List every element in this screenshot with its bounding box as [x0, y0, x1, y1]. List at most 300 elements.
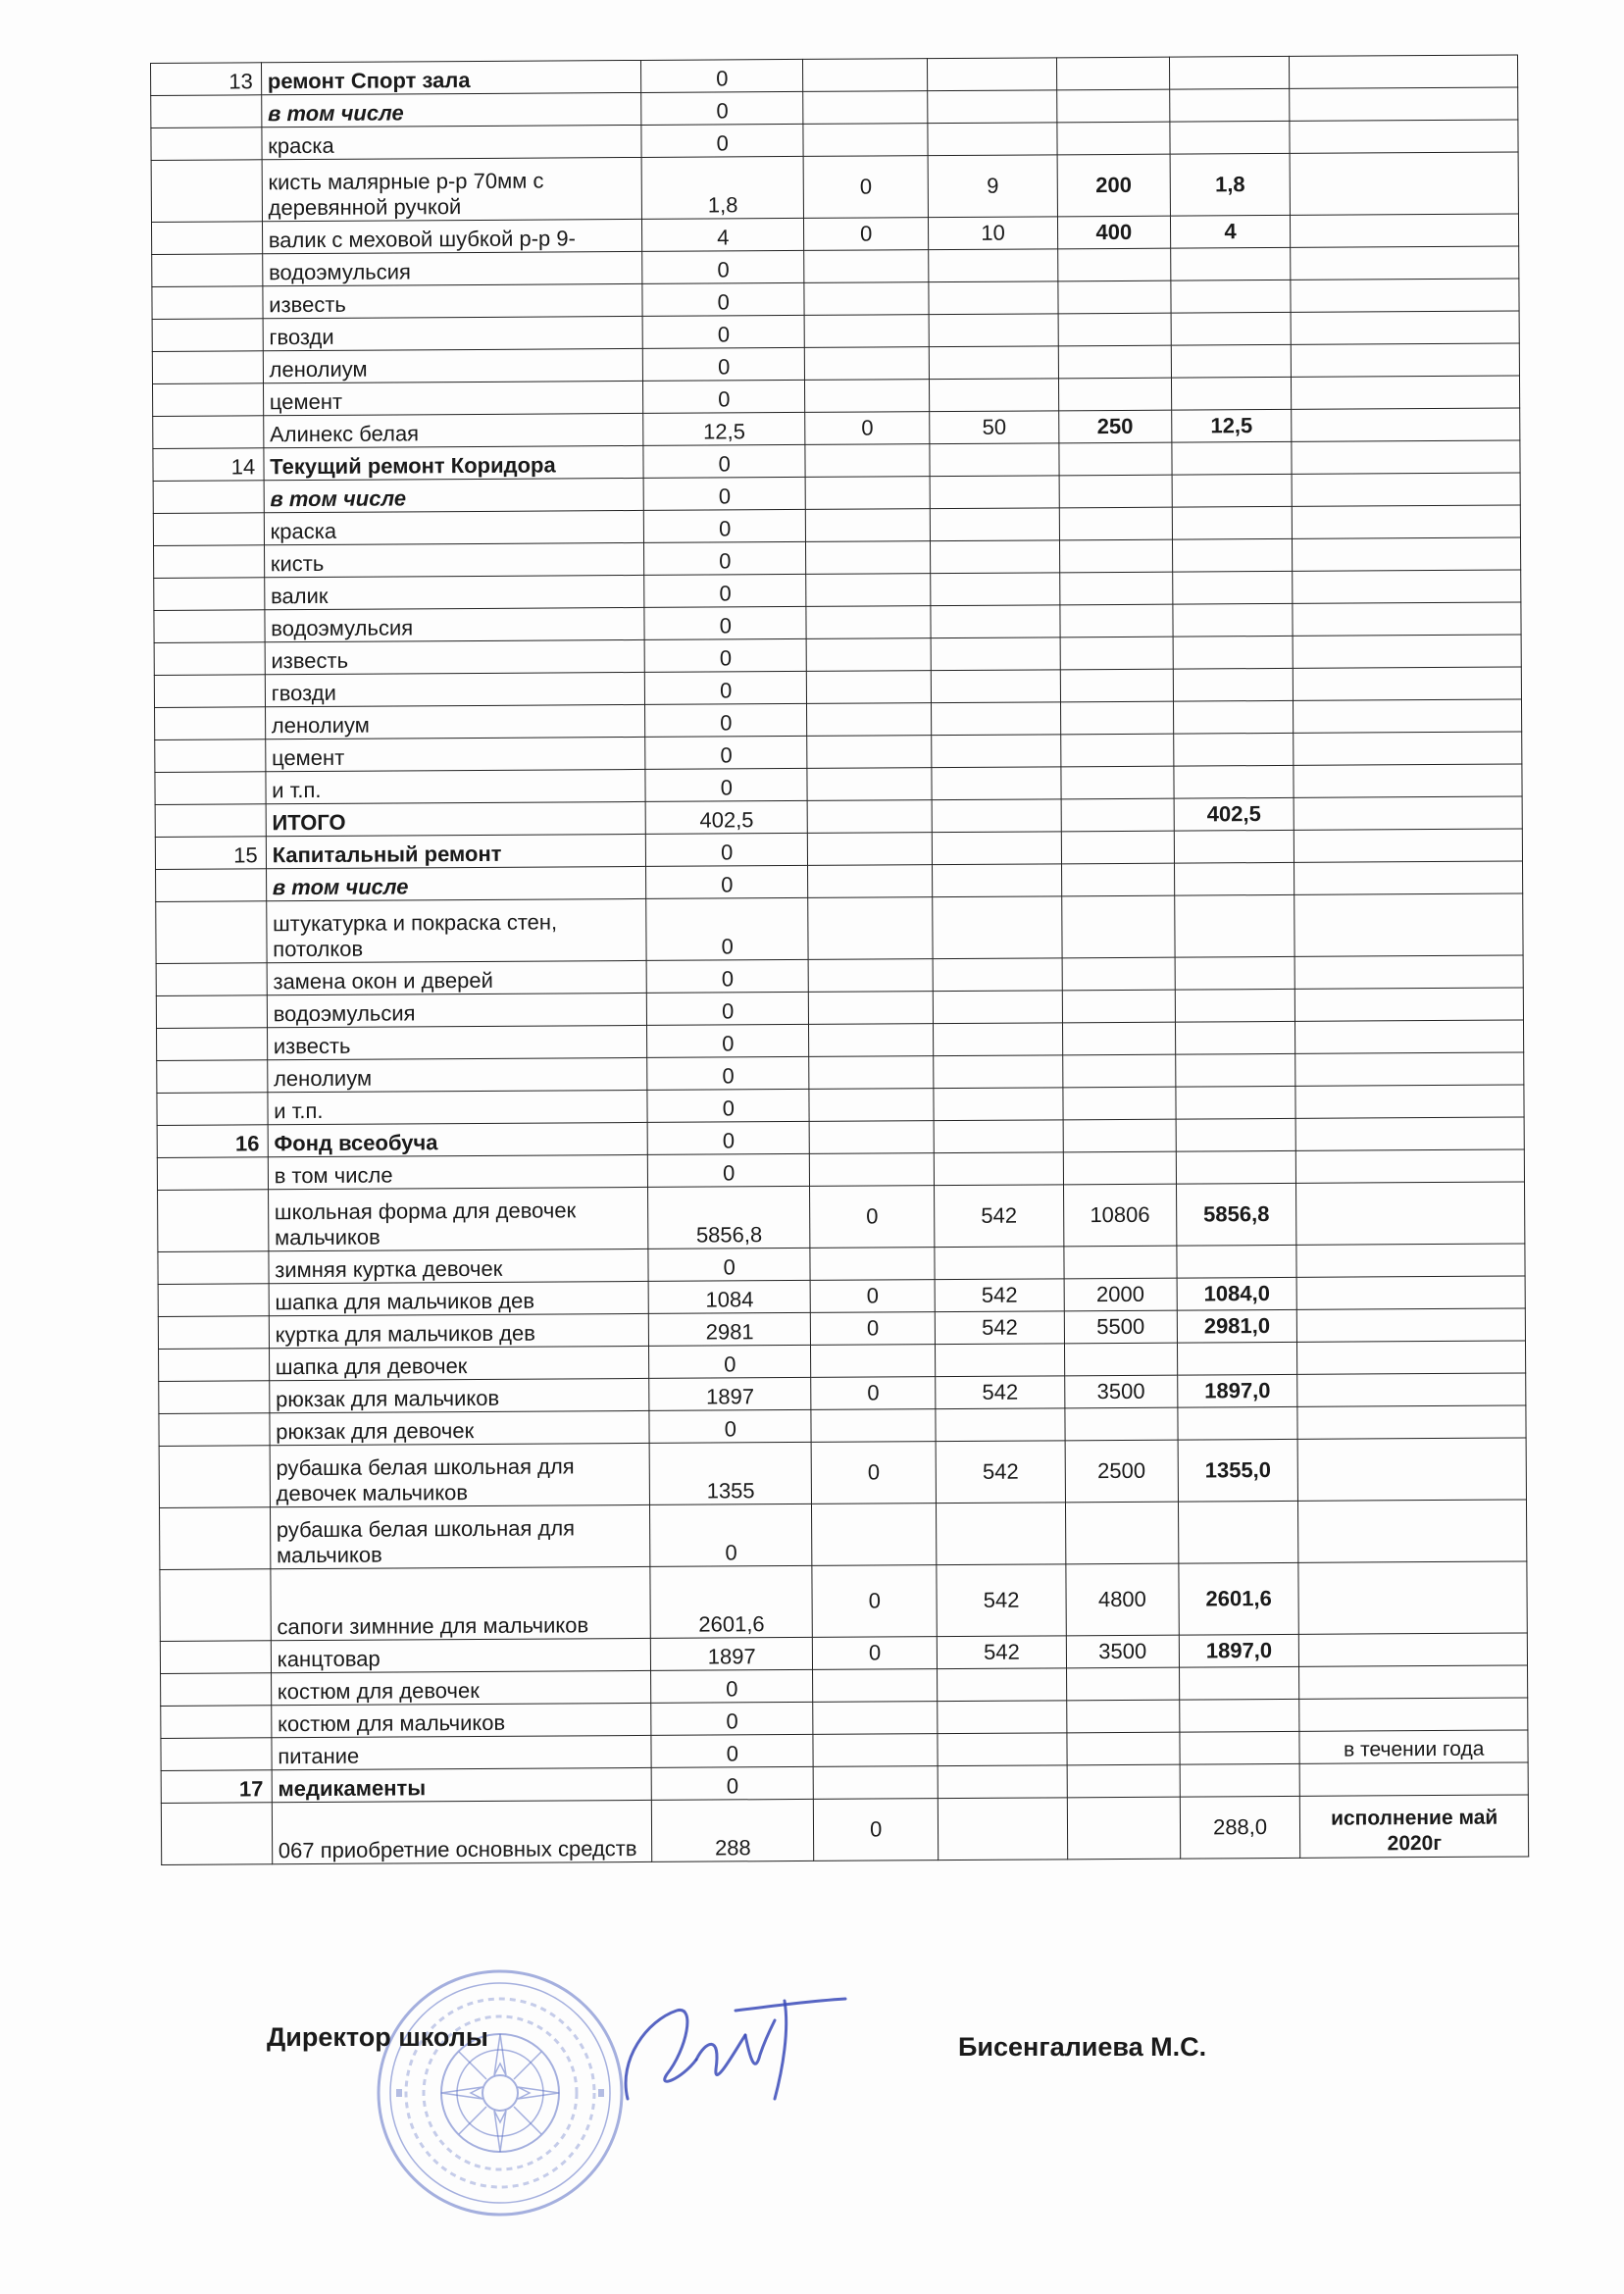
value-cell-4: 0 — [810, 1186, 935, 1249]
value-cell-6 — [1061, 831, 1174, 864]
amount-cell: 0 — [647, 1089, 809, 1122]
value-cell-4 — [813, 1766, 938, 1800]
value-cell-7: 1084,0 — [1177, 1277, 1297, 1310]
value-cell-4 — [807, 671, 932, 704]
value-cell-7 — [1176, 1150, 1296, 1184]
value-cell-7 — [1173, 733, 1294, 766]
official-seal — [373, 1965, 628, 2220]
value-cell-4: 0 — [803, 156, 928, 219]
row-number-cell — [155, 772, 266, 805]
note-cell — [1291, 246, 1519, 280]
item-name-cell: Капитальный ремонт — [266, 834, 646, 868]
amount-cell: 1355 — [649, 1442, 811, 1504]
value-cell-7 — [1172, 538, 1293, 572]
value-cell-4 — [807, 736, 932, 769]
amount-cell: 0 — [651, 1766, 813, 1800]
value-cell-6: 10806 — [1063, 1184, 1176, 1247]
amount-cell: 0 — [643, 380, 805, 413]
item-name-cell: школьная форма для девочек мальчиков — [268, 1187, 648, 1250]
note-cell — [1294, 699, 1522, 733]
note-cell — [1298, 1561, 1527, 1634]
note-cell — [1295, 988, 1524, 1021]
amount-cell: 0 — [647, 1121, 809, 1154]
value-cell-4: 0 — [811, 1377, 936, 1410]
note-cell — [1294, 732, 1522, 765]
row-number-cell — [151, 222, 262, 255]
value-cell-5 — [932, 767, 1061, 800]
note-cell — [1297, 1341, 1526, 1374]
item-name-cell: ленолиум — [267, 1057, 647, 1092]
value-cell-6 — [1060, 701, 1173, 735]
item-name-cell: рубашка белая школьная для девочек мальчиков — [270, 1443, 650, 1506]
value-cell-6 — [1063, 1087, 1176, 1120]
value-cell-7 — [1172, 506, 1293, 539]
value-cell-6 — [1062, 895, 1175, 958]
value-cell-5 — [938, 1668, 1067, 1702]
item-name-cell: рюкзак для девочек — [270, 1410, 650, 1445]
value-cell-5 — [933, 958, 1062, 992]
row-number-cell — [152, 254, 263, 287]
value-cell-5 — [934, 1055, 1063, 1089]
value-cell-6: 2000 — [1064, 1278, 1177, 1311]
note-cell — [1294, 667, 1522, 700]
row-number-cell — [161, 1673, 272, 1707]
amount-cell: 0 — [646, 959, 808, 993]
value-cell-5 — [938, 1765, 1067, 1799]
value-cell-6 — [1062, 957, 1175, 991]
note-cell — [1295, 1052, 1524, 1086]
value-cell-5 — [933, 864, 1062, 897]
value-cell-4 — [805, 444, 930, 478]
value-cell-6: 3500 — [1065, 1375, 1178, 1408]
value-cell-5 — [930, 476, 1059, 509]
row-number-cell — [159, 1446, 270, 1508]
value-cell-7 — [1173, 603, 1294, 637]
note-cell — [1292, 440, 1520, 474]
value-cell-5 — [929, 249, 1058, 282]
row-number-cell — [151, 95, 262, 128]
value-cell-4 — [806, 606, 931, 639]
item-name-cell: Текущий ремонт Коридора — [264, 445, 644, 480]
value-cell-6 — [1059, 442, 1172, 476]
amount-cell: 1897 — [649, 1377, 811, 1410]
value-cell-7 — [1171, 312, 1292, 345]
value-cell-4: 0 — [813, 1637, 938, 1670]
value-cell-6 — [1058, 313, 1171, 346]
value-cell-7: 1897,0 — [1179, 1634, 1299, 1667]
row-number-cell — [154, 675, 265, 708]
note-cell — [1295, 1085, 1524, 1118]
amount-cell: 0 — [641, 91, 803, 125]
item-name-cell: канцтовар — [271, 1638, 651, 1672]
item-name-cell: замена окон и дверей — [267, 960, 647, 994]
value-cell-7 — [1177, 1342, 1297, 1375]
table-row — [161, 1795, 1528, 1865]
note-cell — [1294, 861, 1523, 894]
amount-cell: 1897 — [651, 1637, 813, 1670]
item-name-cell: известь — [267, 1025, 647, 1059]
row-number-cell — [155, 739, 266, 773]
note-cell — [1292, 408, 1520, 441]
value-cell-4 — [809, 1089, 934, 1122]
value-cell-6: 400 — [1057, 216, 1170, 249]
row-number-cell — [160, 1641, 271, 1674]
value-cell-7: 2981,0 — [1177, 1309, 1297, 1343]
item-name-cell: рюкзак для мальчиков — [269, 1378, 649, 1412]
note-cell — [1298, 1438, 1527, 1501]
row-number-cell — [154, 578, 265, 611]
item-name-cell: в том числе — [261, 92, 641, 127]
note-cell — [1294, 764, 1522, 797]
value-cell-7 — [1178, 1501, 1298, 1563]
value-cell-5 — [933, 896, 1062, 959]
item-name-cell: костюм для девочек — [271, 1670, 651, 1705]
amount-cell: 0 — [647, 992, 809, 1025]
row-number-cell — [151, 127, 262, 161]
note-cell — [1299, 1698, 1528, 1731]
value-cell-4: 0 — [804, 218, 929, 251]
budget-table-body — [151, 55, 1529, 1864]
budget-table — [150, 54, 1529, 1864]
row-number-cell — [160, 1569, 271, 1642]
value-cell-6 — [1058, 345, 1171, 379]
value-cell-6: 250 — [1059, 410, 1172, 443]
note-cell — [1290, 120, 1518, 153]
value-cell-7: 5856,8 — [1176, 1183, 1296, 1246]
value-cell-7: 12,5 — [1171, 409, 1292, 442]
item-name-cell: известь — [265, 639, 645, 674]
value-cell-7 — [1169, 56, 1290, 89]
value-cell-7 — [1171, 280, 1292, 313]
item-name-cell: водоэмульсия — [265, 607, 645, 641]
amount-cell: 0 — [647, 1024, 809, 1057]
value-cell-6 — [1057, 89, 1170, 123]
value-cell-5 — [928, 58, 1057, 91]
value-cell-5 — [931, 605, 1060, 638]
value-cell-6 — [1064, 1343, 1177, 1376]
value-cell-6 — [1061, 734, 1174, 767]
item-name-cell: Фонд всеобуча — [268, 1122, 648, 1156]
note-cell: в течении года — [1299, 1730, 1528, 1763]
value-cell-6 — [1059, 475, 1172, 508]
row-number-cell — [151, 160, 262, 223]
item-name-cell: цемент — [263, 381, 643, 415]
value-cell-6 — [1057, 122, 1170, 155]
value-cell-4 — [803, 91, 928, 125]
amount-cell: 0 — [648, 1248, 810, 1281]
item-name-cell: в том числе — [264, 478, 644, 512]
value-cell-5 — [928, 123, 1057, 156]
amount-cell: 0 — [646, 865, 808, 898]
value-cell-6 — [1060, 637, 1173, 670]
item-name-cell: ленолиум — [265, 704, 645, 739]
note-cell — [1294, 635, 1522, 668]
value-cell-7 — [1176, 1086, 1296, 1119]
item-name-cell: 067 приобретние основных средств — [272, 1800, 652, 1863]
note-cell — [1292, 343, 1520, 377]
value-cell-7: 402,5 — [1174, 797, 1294, 831]
value-cell-4 — [809, 1121, 934, 1154]
amount-cell: 0 — [649, 1345, 811, 1378]
value-cell-4: 0 — [814, 1799, 939, 1861]
value-cell-4 — [808, 865, 933, 898]
amount-cell: 288 — [652, 1799, 814, 1861]
value-cell-6 — [1061, 863, 1174, 896]
value-cell-6 — [1063, 1151, 1176, 1185]
value-cell-6 — [1065, 1407, 1178, 1441]
note-cell — [1297, 1373, 1526, 1406]
value-cell-7 — [1172, 571, 1293, 604]
value-cell-5 — [932, 832, 1061, 865]
row-number-cell — [161, 1803, 272, 1865]
value-cell-4 — [813, 1702, 938, 1735]
amount-cell: 0 — [647, 1056, 809, 1090]
row-number-cell — [158, 1316, 269, 1350]
value-cell-5: 9 — [928, 155, 1057, 218]
value-cell-5: 50 — [930, 411, 1059, 444]
row-number-cell — [160, 1507, 271, 1570]
value-cell-5 — [929, 281, 1058, 315]
row-number-cell — [156, 901, 267, 964]
value-cell-4: 0 — [811, 1312, 936, 1346]
value-cell-4 — [806, 574, 931, 607]
item-name-cell: валик — [264, 575, 644, 609]
value-cell-4 — [812, 1504, 937, 1566]
amount-cell: 5856,8 — [648, 1186, 810, 1249]
value-cell-7: 4 — [1170, 215, 1291, 248]
value-cell-5 — [930, 379, 1059, 412]
value-cell-7: 2601,6 — [1179, 1562, 1299, 1635]
amount-cell: 2981 — [649, 1312, 811, 1346]
value-cell-7 — [1169, 88, 1290, 122]
value-cell-4 — [805, 347, 930, 381]
amount-cell: 0 — [645, 768, 807, 801]
value-cell-4 — [803, 59, 928, 92]
row-number-cell — [158, 1190, 269, 1252]
value-cell-5: 542 — [935, 1279, 1064, 1312]
note-cell: исполнение май 2020г — [1300, 1795, 1529, 1858]
row-number-cell — [153, 481, 264, 514]
value-cell-7: 1,8 — [1170, 153, 1291, 216]
value-cell-7: 288,0 — [1180, 1796, 1300, 1859]
amount-cell: 0 — [651, 1669, 813, 1703]
value-cell-7 — [1174, 830, 1294, 863]
item-name-cell: цемент — [265, 737, 645, 771]
value-cell-5 — [930, 443, 1059, 477]
value-cell-7 — [1175, 989, 1295, 1022]
value-cell-7 — [1174, 765, 1294, 798]
value-cell-4: 0 — [811, 1442, 936, 1504]
amount-cell: 0 — [643, 444, 805, 478]
value-cell-4: 0 — [810, 1280, 935, 1313]
amount-cell: 2601,6 — [650, 1565, 813, 1638]
row-number-cell — [155, 707, 266, 740]
value-cell-4 — [806, 638, 931, 672]
amount-cell: 0 — [645, 736, 807, 769]
value-cell-6 — [1067, 1732, 1180, 1765]
table-row — [160, 1561, 1527, 1642]
value-cell-4 — [810, 1248, 935, 1281]
row-number-cell — [158, 1251, 269, 1285]
row-number-cell — [161, 1706, 272, 1739]
value-cell-5 — [929, 314, 1058, 347]
amount-cell: 1084 — [648, 1280, 810, 1313]
note-cell — [1296, 1117, 1525, 1150]
row-number-cell — [155, 804, 266, 838]
amount-cell: 0 — [644, 606, 806, 639]
amount-cell: 0 — [642, 315, 804, 348]
note-cell — [1294, 893, 1523, 956]
value-cell-5 — [932, 799, 1061, 833]
note-cell — [1290, 55, 1518, 88]
value-cell-5: 542 — [935, 1185, 1064, 1248]
item-name-cell: зимняя куртка девочек — [269, 1249, 649, 1283]
value-cell-4 — [811, 1345, 936, 1378]
row-number-cell — [152, 319, 263, 352]
amount-cell: 0 — [641, 59, 803, 92]
item-name-cell: краска — [264, 510, 644, 544]
note-cell — [1294, 829, 1523, 862]
handwritten-signature — [588, 1981, 863, 2128]
value-cell-4: 0 — [805, 412, 930, 445]
value-cell-6 — [1061, 798, 1174, 832]
value-cell-5: 542 — [935, 1311, 1064, 1345]
value-cell-7 — [1172, 474, 1293, 507]
value-cell-4 — [806, 541, 931, 575]
value-cell-5 — [935, 1247, 1064, 1280]
value-cell-6 — [1064, 1246, 1177, 1279]
row-number-cell — [156, 995, 267, 1029]
value-cell-4 — [804, 282, 929, 316]
row-number-cell: 15 — [155, 837, 266, 870]
value-cell-5: 542 — [937, 1636, 1066, 1669]
value-cell-4 — [804, 315, 929, 348]
note-cell — [1292, 311, 1520, 344]
value-cell-5 — [931, 670, 1060, 703]
row-number-cell — [157, 1093, 268, 1126]
value-cell-7 — [1170, 121, 1291, 154]
value-cell-6 — [1067, 1700, 1180, 1733]
value-cell-4 — [807, 800, 932, 834]
note-cell — [1297, 1405, 1526, 1439]
item-name-cell: известь — [263, 283, 643, 318]
value-cell-4 — [805, 477, 930, 510]
note-cell — [1295, 955, 1524, 989]
note-cell — [1294, 796, 1523, 830]
value-cell-7 — [1180, 1763, 1300, 1797]
value-cell-5 — [938, 1798, 1067, 1861]
amount-cell: 0 — [641, 124, 803, 157]
item-name-cell: в том числе — [266, 866, 646, 900]
value-cell-6 — [1067, 1797, 1180, 1860]
value-cell-5 — [934, 1120, 1063, 1153]
value-cell-6 — [1063, 1054, 1176, 1088]
row-number-cell — [152, 351, 263, 384]
value-cell-4 — [808, 897, 933, 960]
value-cell-6 — [1062, 990, 1175, 1023]
value-cell-4 — [803, 124, 928, 157]
row-number-cell: 16 — [157, 1125, 268, 1158]
row-number-cell — [159, 1413, 270, 1447]
item-name-cell: костюм для мальчиков — [271, 1703, 651, 1737]
amount-cell: 0 — [642, 282, 804, 316]
value-cell-5 — [936, 1408, 1065, 1442]
value-cell-5 — [931, 573, 1060, 606]
row-number-cell — [152, 286, 263, 320]
item-name-cell: ленолиум — [263, 348, 643, 382]
amount-cell: 0 — [644, 574, 806, 607]
item-name-cell: водоэмульсия — [262, 251, 642, 285]
value-cell-7 — [1174, 862, 1294, 895]
item-name-cell: водоэмульсия — [267, 993, 647, 1027]
value-cell-6 — [1066, 1667, 1179, 1701]
note-cell — [1291, 214, 1519, 247]
row-number-cell: 17 — [161, 1770, 272, 1804]
item-name-cell: питание — [272, 1735, 652, 1769]
amount-cell: 0 — [643, 477, 805, 510]
row-number-cell — [157, 1028, 268, 1061]
value-cell-4 — [813, 1734, 938, 1767]
value-cell-4 — [808, 959, 933, 993]
note-cell — [1299, 1633, 1528, 1666]
director-title: Директор школы — [267, 2022, 488, 2052]
value-cell-5 — [931, 637, 1060, 671]
value-cell-7 — [1178, 1406, 1298, 1440]
amount-cell: 0 — [645, 703, 807, 737]
value-cell-5 — [929, 346, 1058, 380]
value-cell-7 — [1179, 1699, 1299, 1732]
value-cell-6: 4800 — [1066, 1563, 1179, 1636]
value-cell-5 — [930, 508, 1059, 541]
value-cell-6: 200 — [1057, 154, 1170, 217]
table-row — [151, 152, 1518, 223]
row-number-cell — [154, 642, 265, 676]
item-name-cell: медикаменты — [272, 1767, 652, 1802]
value-cell-4 — [807, 768, 932, 801]
row-number-cell — [153, 383, 264, 417]
row-number-cell: 14 — [153, 448, 264, 482]
value-cell-7 — [1180, 1731, 1300, 1764]
value-cell-4 — [809, 1056, 934, 1090]
value-cell-7 — [1177, 1245, 1297, 1278]
note-cell — [1290, 87, 1518, 121]
amount-cell: 1,8 — [641, 156, 803, 219]
row-number-cell — [158, 1284, 269, 1317]
row-number-cell — [154, 545, 265, 579]
value-cell-7 — [1175, 1021, 1295, 1054]
value-cell-5: 10 — [929, 217, 1058, 250]
value-cell-7 — [1171, 377, 1292, 410]
value-cell-6 — [1060, 604, 1173, 637]
row-number-cell — [161, 1738, 272, 1771]
value-cell-5 — [936, 1344, 1065, 1377]
value-cell-5 — [938, 1733, 1067, 1766]
value-cell-6 — [1058, 248, 1171, 281]
item-name-cell: рубашка белая школьная для мальчиков — [270, 1504, 650, 1568]
amount-cell: 0 — [646, 897, 808, 960]
value-cell-6 — [1058, 378, 1171, 411]
amount-cell: 0 — [648, 1153, 810, 1187]
note-cell — [1293, 473, 1521, 506]
value-cell-7 — [1170, 247, 1291, 280]
value-cell-6: 3500 — [1066, 1635, 1179, 1668]
note-cell — [1293, 505, 1521, 538]
value-cell-4 — [808, 833, 933, 866]
value-cell-6 — [1063, 1119, 1176, 1152]
value-cell-7 — [1175, 1053, 1295, 1087]
item-name-cell: кисть — [264, 542, 644, 577]
value-cell-5 — [928, 90, 1057, 124]
